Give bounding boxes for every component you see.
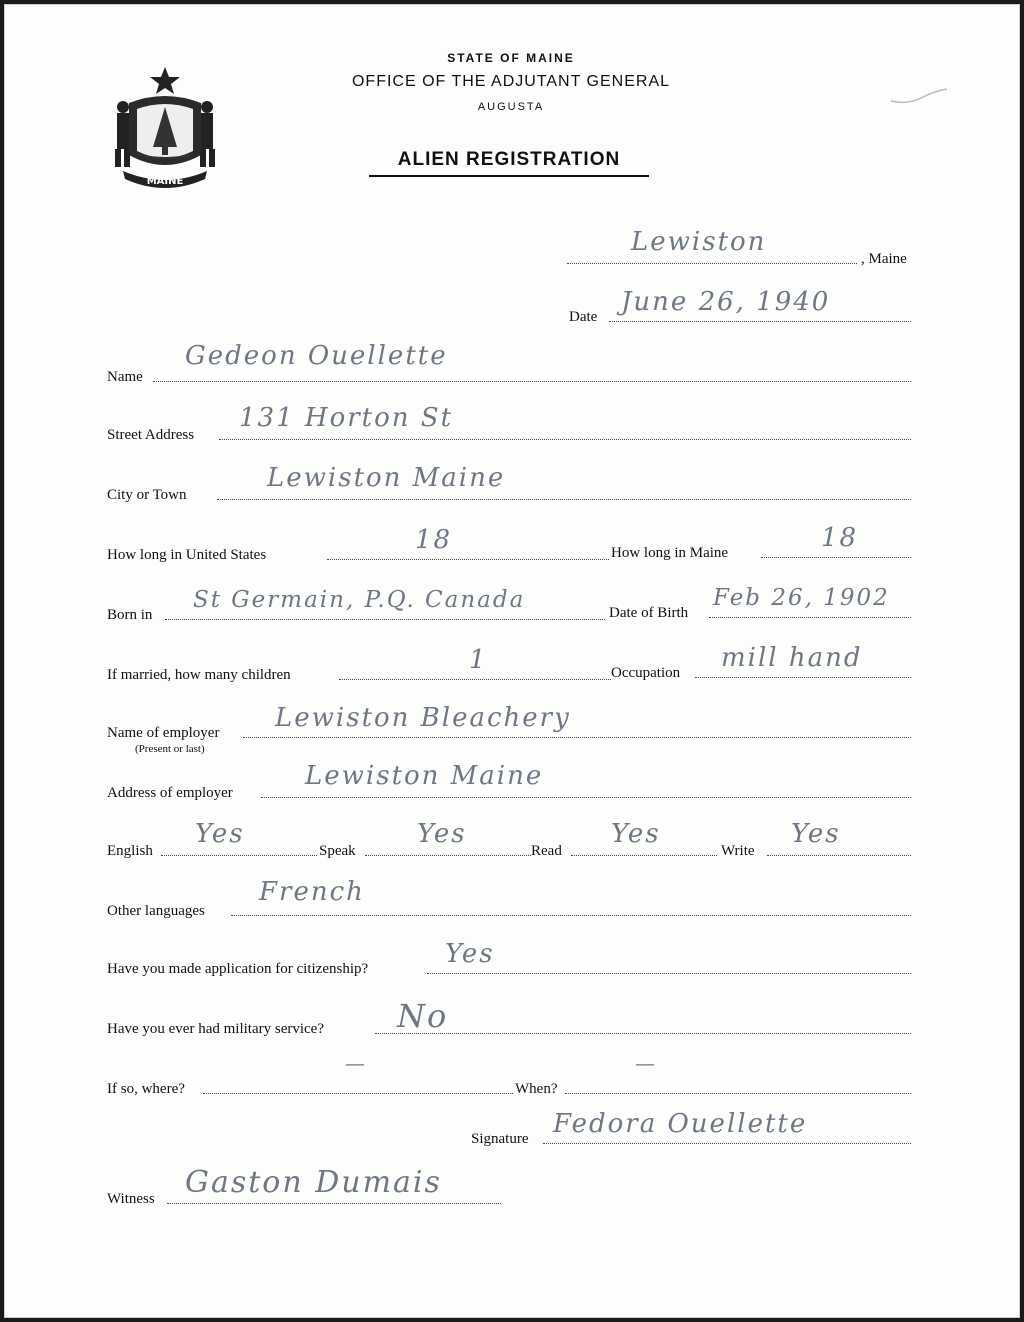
svg-text:MAINE: MAINE (146, 176, 184, 187)
write-value: Yes (791, 819, 841, 849)
place-suffix: , Maine (861, 251, 907, 267)
where-line (203, 1093, 513, 1094)
place-line (567, 263, 857, 264)
city-line (217, 499, 911, 500)
read-label: Read (531, 843, 562, 859)
speak-label: Speak (319, 843, 356, 859)
employer-label: Name of employer (107, 725, 220, 741)
occupation-line (695, 677, 911, 678)
employer-line (243, 737, 911, 738)
name-label: Name (107, 369, 143, 385)
employer-value: Lewiston Bleachery (275, 703, 571, 733)
maine-years-line (761, 557, 911, 558)
write-label: Write (721, 843, 755, 859)
children-line (339, 679, 611, 680)
dob-line (709, 617, 911, 618)
office-heading: OFFICE OF THE ADJUTANT GENERAL (351, 73, 671, 90)
citizenship-line (427, 973, 911, 974)
witness-line (167, 1203, 501, 1204)
where-value: — (345, 1051, 367, 1075)
children-label: If married, how many children (107, 667, 291, 683)
place-value: Lewiston (631, 227, 767, 257)
military-value: No (397, 997, 449, 1035)
english-line (161, 855, 317, 856)
registration-form (4, 4, 1020, 1318)
date-label: Date (569, 309, 598, 325)
citizenship-label: Have you made application for citizenship? (107, 961, 369, 977)
english-value: Yes (195, 819, 245, 849)
military-label: Have you ever had military service? (107, 1021, 324, 1037)
when-label: When? (515, 1081, 558, 1097)
maine-years-label: How long in Maine (611, 545, 729, 561)
street-value: 131 Horton St (239, 403, 454, 433)
other-languages-value: French (259, 877, 365, 907)
city-value: Lewiston Maine (267, 463, 506, 493)
witness-value: Gaston Dumais (185, 1165, 442, 1200)
write-line (767, 855, 911, 856)
occupation-value: mill hand (721, 643, 863, 673)
employer-address-value: Lewiston Maine (305, 761, 544, 791)
street-line (219, 439, 911, 440)
military-line (375, 1033, 911, 1034)
city-heading: AUGUSTA (477, 101, 545, 113)
signature-value: Fedora Ouellette (553, 1109, 808, 1139)
english-label: English (107, 843, 153, 859)
date-value: June 26, 1940 (621, 287, 831, 317)
maine-years-value: 18 (821, 523, 859, 553)
dob-label: Date of Birth (609, 605, 689, 621)
where-label: If so, where? (107, 1081, 185, 1097)
children-value: 1 (469, 645, 488, 675)
us-years-label: How long in United States (107, 547, 267, 563)
born-label: Born in (107, 607, 153, 623)
street-label: Street Address (107, 427, 195, 443)
signature-line (543, 1143, 911, 1144)
state-heading: STATE OF MAINE (447, 51, 575, 65)
other-languages-line (231, 915, 911, 916)
read-line (571, 855, 717, 856)
speak-line (365, 855, 531, 856)
employer-sublabel: (Present or last) (135, 743, 205, 755)
witness-label: Witness (107, 1191, 155, 1207)
employer-address-label: Address of employer (107, 785, 233, 801)
us-years-line (327, 559, 609, 560)
check-mark (889, 87, 949, 107)
date-line (609, 321, 911, 322)
name-line (153, 381, 911, 382)
occupation-label: Occupation (611, 665, 681, 681)
dob-value: Feb 26, 1902 (713, 585, 890, 611)
born-value: St Germain, P.Q. Canada (193, 587, 526, 613)
us-years-value: 18 (415, 525, 453, 555)
form-title: ALIEN REGISTRATION (369, 149, 649, 177)
read-value: Yes (611, 819, 661, 849)
maine-state-seal (109, 63, 221, 191)
when-line (565, 1093, 911, 1094)
speak-value: Yes (417, 819, 467, 849)
citizenship-value: Yes (445, 939, 495, 969)
city-label: City or Town (107, 487, 187, 503)
employer-address-line (261, 797, 911, 798)
when-value: — (635, 1051, 657, 1075)
born-line (165, 619, 605, 620)
other-languages-label: Other languages (107, 903, 205, 919)
signature-label: Signature (471, 1131, 529, 1147)
name-value: Gedeon Ouellette (185, 341, 448, 371)
